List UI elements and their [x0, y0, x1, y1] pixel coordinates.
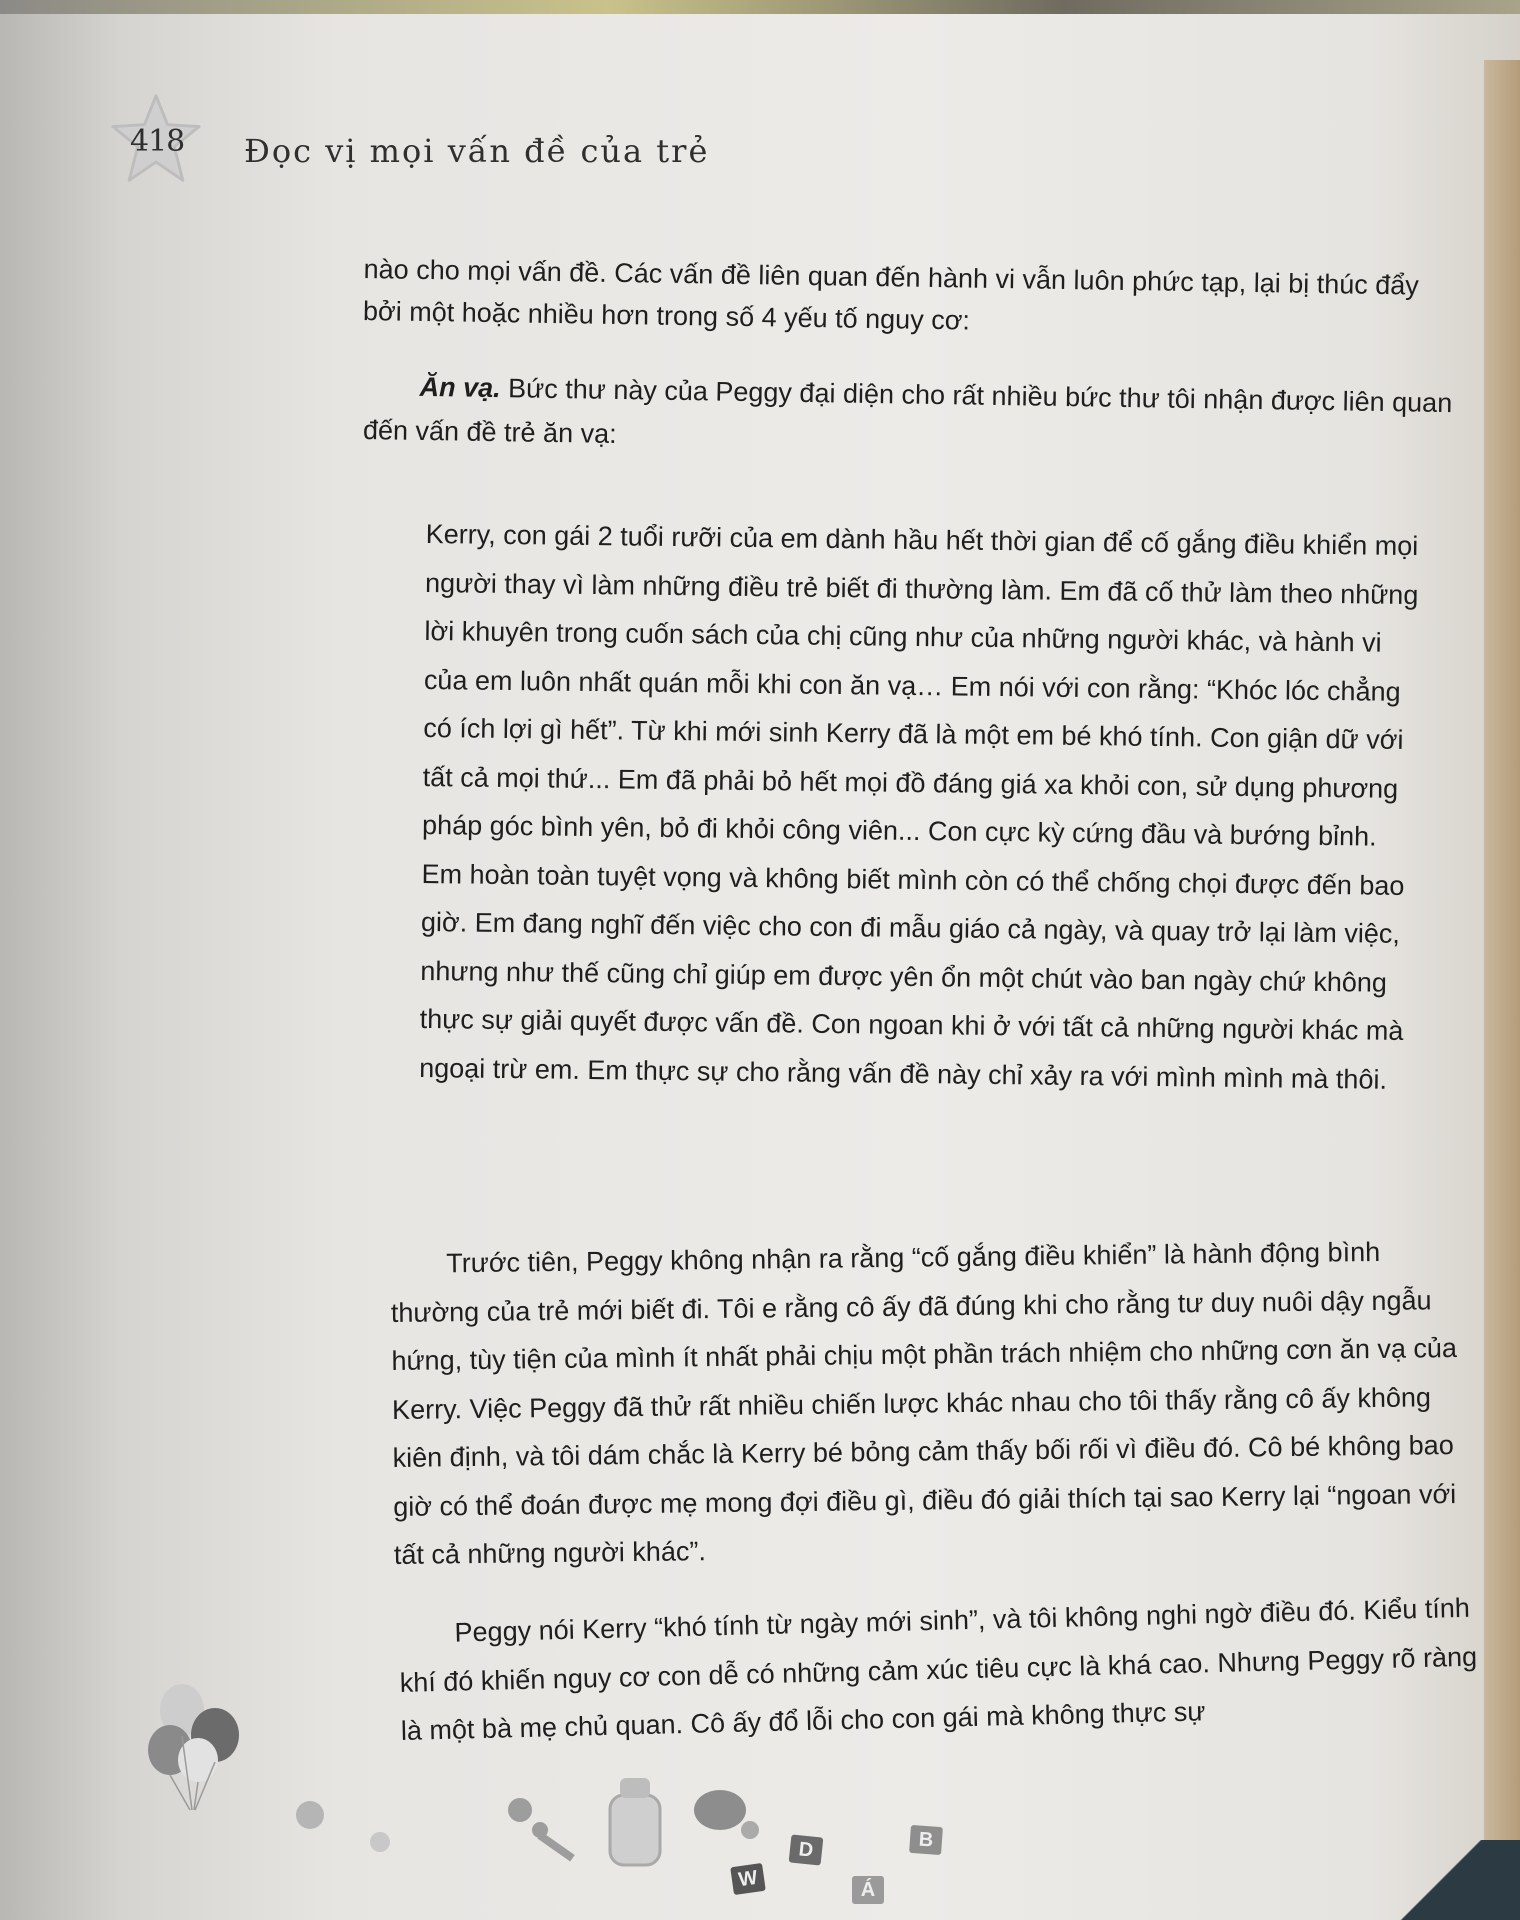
background-corner: [1400, 1840, 1520, 1920]
toy-block-d: D: [789, 1834, 824, 1865]
paragraph-2: [363, 364, 1464, 469]
paragraph-2-text: Bức thư này của Peggy đại diện cho rất nhiều bức thư tôi nhận được liên quan đến vấn đề trẻ ăn vạ:: [362, 373, 1453, 449]
paragraph-3: [390, 1227, 1474, 1580]
paragraph-4: [398, 1584, 1481, 1756]
paragraph-3-text: Trước tiên, Peggy không nhận ra rằng “cố gắng điều khiển” là hành động bình thường của trẻ mới biết đi. Tôi e rằng cô ấy đã đúng khi cho rằng tư duy nuôi dậy ngẫu hứng, tùy tiện của mình ít nhất phải chịu một phần trách nhiệm cho những cơn ăn vạ của Kerry. Việc Peggy đã thử rất nhiều chiến lược khác nhau cho tôi thấy rằng cô ấy không kiên định, và tôi dám chắc là Kerry bé bỏng cảm thấy bối rối vì điều đó. Cô bé không bao giờ có thể đoán được mẹ mong đợi điều gì, điều đó giải thích tại sao Kerry lại “ngoan với tất cả những người khác”.: [390, 1236, 1458, 1570]
paragraph-4-text: Peggy nói Kerry “khó tính từ ngày mới sinh”, và tôi không nghi ngờ điều đó. Kiểu tính khí đó khiến nguy cơ con dễ có những cảm xúc tiêu cực là khá cao. Nhưng Peggy rõ ràng là một bà mẹ chủ quan. Cô ấy đổ lỗi cho con gái mà không thực sự: [399, 1592, 1478, 1746]
paragraph-indent: [364, 395, 420, 396]
paragraph-indent: [390, 1272, 446, 1273]
toy-block-w: W: [730, 1863, 766, 1895]
running-title: Đọc vị mọi vấn đề của trẻ: [244, 132, 710, 170]
balloons-icon: [140, 1680, 260, 1820]
toy-block-a: Á: [852, 1876, 884, 1904]
paragraph-1: nào cho mọi vấn đề. Các vấn đề liên quan đến hành vi vẫn luôn phức tạp, lại bị thúc đẩy bởi một hoặc nhiều hơn trong số 4 yếu tố nguy cơ:: [362, 253, 1420, 336]
toy-block-b: B: [909, 1825, 943, 1855]
page-number: 418: [130, 124, 185, 159]
background-strip: [0, 0, 1520, 14]
section-heading: Ăn vạ.: [419, 371, 501, 404]
letter-quote: Kerry, con gái 2 tuổi rưỡi của em dành hầu hết thời gian để cố gắng điều khiển mọi người thay vì làm những điều trẻ biết đi thường làm. Em đã cố thử làm theo những lời khuyên trong cuốn sách của chị cũng như của những người khác, và hành vi của em luôn nhất quán mỗi khi con ăn vạ… Em nói với con rằng: “Khóc lóc chẳng có ích lợi gì hết”. Từ khi mới sinh Kerry đã là một em bé khó tính. Con giận dữ với tất cả mọi thứ... Em đã phải bỏ hết mọi đồ đáng giá xa khỏi con, sử dụng phương pháp góc bình yên, bỏ đi khỏi công viên... Con cực kỳ cứng đầu và bướng bỉnh. Em hoàn toàn tuyệt vọng và không biết mình còn có thể chống chọi được đến bao giờ. Em đang nghĩ đến việc cho con đi mẫu giáo cả ngày, và quay trở lại làm việc, nhưng như thế cũng chỉ giúp em được yên ổn một chút vào ban ngày chứ không thực sự giải quyết được vấn đề. Con ngoan khi ở với tất cả những người khác mà ngoại trừ em. Em thực sự cho rằng vấn đề này chỉ xảy ra với mình mình mà thôi.: [419, 518, 1419, 1095]
paragraph-indent: [399, 1642, 455, 1643]
page-edge: [1484, 60, 1520, 1920]
